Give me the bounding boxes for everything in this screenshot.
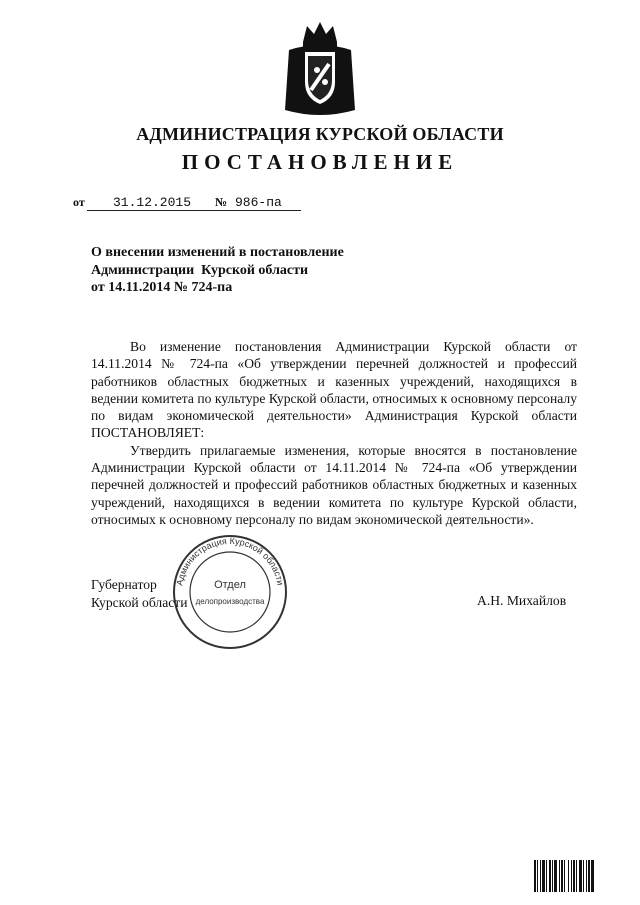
coat-of-arms-icon bbox=[281, 20, 359, 120]
stamp-inner-line: делопроизводства bbox=[195, 597, 265, 606]
number-value: 986-па bbox=[235, 195, 282, 210]
document-meta bbox=[73, 191, 403, 213]
document-body bbox=[91, 338, 577, 528]
body-paragraph: Во изменение постановления Администрации Курской области от 14.11.2014 № 724-па «Об утверждении перечней должностей и профессий работников областных бюджетных и казенных учреждений, находящихся в ведении комитета по культуре Курской области, относимых к основному персоналу по видам экономической деятельности» Администрация Курской области ПОСТАНОВЛЯЕТ: bbox=[91, 339, 577, 441]
number-underline bbox=[231, 210, 301, 211]
number-label: № bbox=[215, 195, 228, 209]
subject-line: от 14.11.2014 № 724-па bbox=[91, 280, 233, 295]
position-line: Курской области bbox=[91, 594, 188, 610]
signatory-name: А.Н. Михайлов bbox=[477, 593, 567, 608]
date-label: от bbox=[73, 195, 85, 209]
organization-title: АДМИНИСТРАЦИЯ КУРСКОЙ ОБЛАСТИ bbox=[136, 124, 504, 144]
barcode-icon bbox=[534, 860, 628, 892]
document-subject bbox=[91, 244, 451, 297]
stamp-outer-text: Администрация Курской области bbox=[174, 535, 286, 587]
stamp-inner-line: Отдел bbox=[214, 579, 246, 591]
position-line: Губернатор bbox=[91, 577, 157, 592]
document-type: ПОСТАНОВЛЕНИЕ bbox=[181, 150, 459, 174]
body-paragraph: Утвердить прилагаемые изменения, которые вносятся в постановление Администрации Курской области от 14.11.2014 № 724-па «Об утверждении перечней должностей и профессий работников областных бюджетных и казенных учреждений, находящихся в ведении комитета по культуре Курской области, относимых к основному персоналу по видам экономической деятельности». bbox=[91, 442, 577, 527]
date-value: 31.12.2015 bbox=[113, 195, 192, 210]
signatory-position bbox=[91, 576, 188, 611]
subject-line: Администрации Курской области bbox=[91, 262, 309, 278]
official-stamp-icon bbox=[170, 532, 290, 652]
subject-line: О внесении изменений в постановление bbox=[91, 245, 344, 260]
